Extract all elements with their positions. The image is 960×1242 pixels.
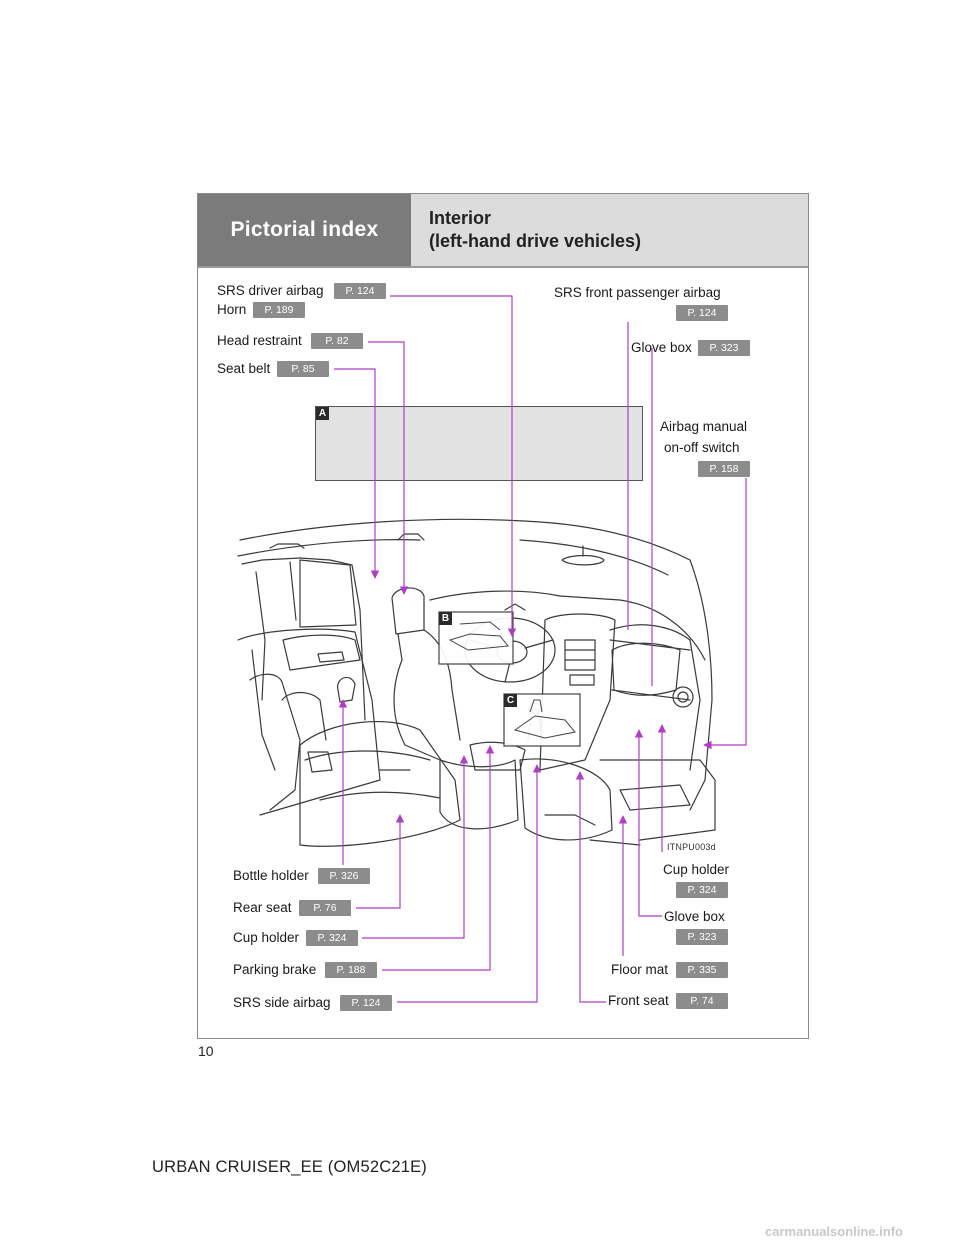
page-ref-cup-holder-left[interactable]: P. 324 xyxy=(306,930,358,946)
marker-c: C xyxy=(504,694,517,707)
label-glove-box-top: Glove box xyxy=(631,340,692,355)
label-airbag-manual-line1: Airbag manual xyxy=(660,419,748,434)
label-seat-belt: Seat belt xyxy=(217,361,271,376)
label-srs-front-passenger-airbag: SRS front passenger airbag xyxy=(554,285,721,300)
page-number: 10 xyxy=(198,1043,214,1059)
page-ref-airbag-manual-switch[interactable]: P. 158 xyxy=(698,461,750,477)
page-ref-glove-box-bottom[interactable]: P. 323 xyxy=(676,929,728,945)
page-ref-bottle-holder[interactable]: P. 326 xyxy=(318,868,370,884)
leader-seat-belt xyxy=(334,369,375,578)
page-ref-head-restraint[interactable]: P. 82 xyxy=(311,333,363,349)
marker-a: A xyxy=(316,407,329,420)
label-rear-seat: Rear seat xyxy=(233,900,292,915)
page-ref-front-seat[interactable]: P. 74 xyxy=(676,993,728,1009)
page-ref-floor-mat[interactable]: P. 335 xyxy=(676,962,728,978)
label-bottle-holder: Bottle holder xyxy=(233,868,309,883)
label-head-restraint: Head restraint xyxy=(217,333,302,348)
page-ref-parking-brake[interactable]: P. 188 xyxy=(325,962,377,978)
illustration-code: ITNPU003d xyxy=(667,842,716,852)
page-ref-srs-front-passenger-airbag[interactable]: P. 124 xyxy=(676,305,728,321)
marker-b: B xyxy=(439,612,452,625)
leader-rear-seat xyxy=(356,815,400,908)
page-ref-glove-box-top[interactable]: P. 323 xyxy=(698,340,750,356)
leader-airbag-switch xyxy=(704,478,746,745)
page-ref-rear-seat[interactable]: P. 76 xyxy=(299,900,351,916)
leader-glove-box-bottom xyxy=(639,730,662,916)
leader-srs-side-airbag xyxy=(397,765,537,1002)
page-ref-horn[interactable]: P. 189 xyxy=(253,302,305,318)
label-airbag-manual-line2: on-off switch xyxy=(664,440,740,455)
page-ref-srs-driver-airbag[interactable]: P. 124 xyxy=(334,283,386,299)
page-ref-cup-holder-right[interactable]: P. 324 xyxy=(676,882,728,898)
leader-parking-brake xyxy=(382,746,490,970)
label-glove-box-bottom: Glove box xyxy=(664,909,725,924)
manual-footer: URBAN CRUISER_EE (OM52C21E) xyxy=(152,1158,427,1176)
leader-front-seat xyxy=(580,772,606,1002)
watermark: carmanualsonline.info xyxy=(765,1224,903,1239)
subtitle-line-1: Interior xyxy=(429,208,492,228)
label-cup-holder-right: Cup holder xyxy=(663,862,730,877)
leader-head-restraint xyxy=(368,342,404,594)
label-srs-side-airbag: SRS side airbag xyxy=(233,995,331,1010)
label-floor-mat: Floor mat xyxy=(611,962,669,977)
section-title: Pictorial index xyxy=(230,218,379,241)
page-ref-seat-belt[interactable]: P. 85 xyxy=(277,361,329,377)
label-horn: Horn xyxy=(217,302,247,317)
leader-cup-holder-left xyxy=(362,756,464,938)
label-front-seat: Front seat xyxy=(608,993,669,1008)
label-srs-driver-airbag: SRS driver airbag xyxy=(217,283,324,298)
label-cup-holder-left: Cup holder xyxy=(233,930,300,945)
leader-srs-driver-airbag xyxy=(390,296,512,636)
page-ref-srs-side-airbag[interactable]: P. 124 xyxy=(340,995,392,1011)
label-parking-brake: Parking brake xyxy=(233,962,317,977)
subtitle-line-2: (left-hand drive vehicles) xyxy=(429,231,642,251)
